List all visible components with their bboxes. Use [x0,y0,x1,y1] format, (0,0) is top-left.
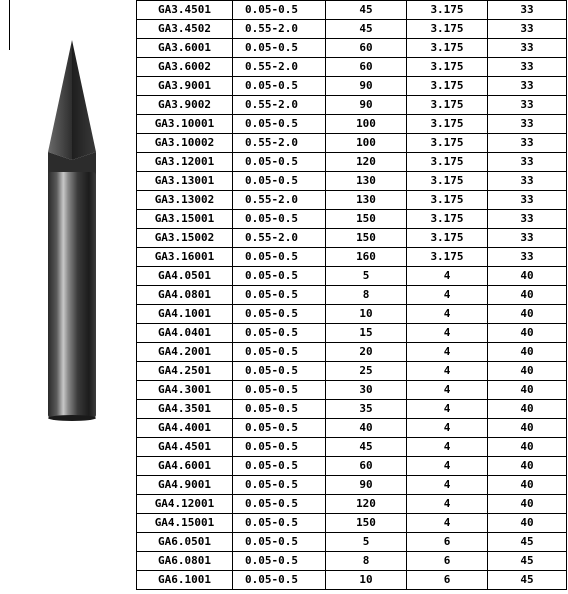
shank-diameter-cell: 3.175 [407,134,488,153]
table-row [137,172,567,191]
length-cell: 40 [488,476,567,495]
angle-cell: 100 [326,115,407,134]
model-cell: GA4.2001 [137,343,233,362]
shank-diameter-cell: 3.175 [407,20,488,39]
length-cell: 33 [488,96,567,115]
model-cell: GA3.15001 [137,210,233,229]
shank-diameter-cell: 4 [407,476,488,495]
length-cell: 33 [488,39,567,58]
model-cell: GA4.0801 [137,286,233,305]
model-cell: GA3.9001 [137,77,233,96]
shank-diameter-cell: 6 [407,571,488,590]
shank-diameter-cell: 4 [407,362,488,381]
tip-width-cell: 0.05-0.5 [233,419,326,438]
length-cell: 33 [488,20,567,39]
table-row [137,248,567,267]
shank-diameter-cell: 6 [407,552,488,571]
length-cell: 40 [488,495,567,514]
length-cell: 33 [488,153,567,172]
angle-cell: 10 [326,571,407,590]
angle-cell: 45 [326,20,407,39]
table-row [137,381,567,400]
shank-diameter-cell: 3.175 [407,77,488,96]
shank-diameter-cell: 3.175 [407,1,488,20]
angle-cell: 30 [326,381,407,400]
table-row [137,362,567,381]
tip-width-cell: 0.05-0.5 [233,324,326,343]
length-cell: 40 [488,324,567,343]
angle-cell: 45 [326,438,407,457]
table-row [137,343,567,362]
tip-width-cell: 0.05-0.5 [233,267,326,286]
model-cell: GA3.9002 [137,96,233,115]
shank-diameter-cell: 4 [407,267,488,286]
length-cell: 33 [488,115,567,134]
angle-cell: 8 [326,286,407,305]
table-row [137,267,567,286]
table-row [137,286,567,305]
tip-width-cell: 0.05-0.5 [233,381,326,400]
angle-cell: 40 [326,419,407,438]
model-cell: GA4.0401 [137,324,233,343]
length-cell: 33 [488,210,567,229]
angle-cell: 15 [326,324,407,343]
model-cell: GA4.12001 [137,495,233,514]
angle-cell: 150 [326,514,407,533]
shank-diameter-cell: 4 [407,457,488,476]
angle-cell: 60 [326,58,407,77]
model-cell: GA4.4001 [137,419,233,438]
shank-diameter-cell: 4 [407,400,488,419]
table-row [137,514,567,533]
table-row [137,20,567,39]
angle-cell: 130 [326,191,407,210]
shank-diameter-cell: 3.175 [407,96,488,115]
shank-diameter-cell: 3.175 [407,39,488,58]
shank-diameter-cell: 4 [407,324,488,343]
model-cell: GA3.4501 [137,1,233,20]
shank-diameter-cell: 4 [407,343,488,362]
angle-cell: 60 [326,39,407,58]
table-row [137,457,567,476]
length-cell: 40 [488,343,567,362]
model-cell: GA6.0501 [137,533,233,552]
shank-diameter-cell: 3.175 [407,191,488,210]
table-row [137,552,567,571]
table-row [137,115,567,134]
angle-cell: 90 [326,96,407,115]
tip-width-cell: 0.05-0.5 [233,77,326,96]
shank-diameter-cell: 3.175 [407,115,488,134]
table-row [137,77,567,96]
shank-diameter-cell: 3.175 [407,248,488,267]
tip-width-cell: 0.05-0.5 [233,533,326,552]
angle-cell: 90 [326,476,407,495]
table-row [137,58,567,77]
angle-cell: 5 [326,267,407,286]
angle-cell: 60 [326,457,407,476]
tip-width-cell: 0.05-0.5 [233,286,326,305]
shank-diameter-cell: 3.175 [407,172,488,191]
table-row [137,533,567,552]
shank-diameter-cell: 3.175 [407,229,488,248]
model-cell: GA3.16001 [137,248,233,267]
table-row [137,571,567,590]
table-row [137,419,567,438]
angle-cell: 100 [326,134,407,153]
length-cell: 33 [488,229,567,248]
length-cell: 40 [488,457,567,476]
model-cell: GA3.6002 [137,58,233,77]
shank-diameter-cell: 4 [407,305,488,324]
model-cell: GA4.0501 [137,267,233,286]
tip-width-cell: 0.05-0.5 [233,153,326,172]
table-row [137,1,567,20]
length-cell: 45 [488,552,567,571]
length-cell: 33 [488,1,567,20]
model-cell: GA4.2501 [137,362,233,381]
model-cell: GA4.15001 [137,514,233,533]
tip-width-cell: 0.05-0.5 [233,305,326,324]
length-cell: 40 [488,267,567,286]
tip-width-cell: 0.05-0.5 [233,476,326,495]
angle-cell: 120 [326,495,407,514]
length-cell: 33 [488,172,567,191]
model-cell: GA4.3501 [137,400,233,419]
length-cell: 45 [488,571,567,590]
tip-width-cell: 0.05-0.5 [233,1,326,20]
length-cell: 40 [488,400,567,419]
table-row [137,229,567,248]
table-row [137,400,567,419]
length-cell: 33 [488,248,567,267]
tip-width-cell: 0.55-2.0 [233,134,326,153]
table-row [137,191,567,210]
angle-cell: 10 [326,305,407,324]
table-row [137,134,567,153]
table-row [137,495,567,514]
model-cell: GA3.10001 [137,115,233,134]
angle-cell: 35 [326,400,407,419]
model-cell: GA6.0801 [137,552,233,571]
table-row [137,39,567,58]
table-row [137,305,567,324]
tip-width-cell: 0.05-0.5 [233,115,326,134]
tip-width-cell: 0.05-0.5 [233,514,326,533]
tip-width-cell: 0.55-2.0 [233,20,326,39]
length-cell: 33 [488,134,567,153]
length-cell: 33 [488,191,567,210]
table-row [137,438,567,457]
angle-cell: 20 [326,343,407,362]
length-cell: 40 [488,305,567,324]
model-cell: GA4.1001 [137,305,233,324]
table-row [137,324,567,343]
length-cell: 40 [488,514,567,533]
angle-cell: 5 [326,533,407,552]
shank-diameter-cell: 4 [407,419,488,438]
length-cell: 40 [488,286,567,305]
model-cell: GA3.13002 [137,191,233,210]
angle-cell: 130 [326,172,407,191]
tip-width-cell: 0.05-0.5 [233,248,326,267]
table-row [137,210,567,229]
tip-width-cell: 0.05-0.5 [233,495,326,514]
length-cell: 40 [488,381,567,400]
shank-diameter-cell: 6 [407,533,488,552]
specification-table [136,0,567,590]
model-cell: GA3.13001 [137,172,233,191]
model-cell: GA4.3001 [137,381,233,400]
shank-diameter-cell: 4 [407,438,488,457]
model-cell: GA3.4502 [137,20,233,39]
model-cell: GA6.1001 [137,571,233,590]
angle-cell: 90 [326,77,407,96]
length-cell: 33 [488,77,567,96]
model-cell: GA3.10002 [137,134,233,153]
model-cell: GA3.15002 [137,229,233,248]
v-bit-icon [0,0,137,590]
shank-diameter-cell: 3.175 [407,58,488,77]
length-cell: 40 [488,362,567,381]
shank-diameter-cell: 4 [407,286,488,305]
angle-cell: 150 [326,210,407,229]
tip-width-cell: 0.55-2.0 [233,191,326,210]
angle-cell: 45 [326,1,407,20]
table-row [137,476,567,495]
angle-cell: 160 [326,248,407,267]
angle-cell: 150 [326,229,407,248]
length-cell: 33 [488,58,567,77]
shank-diameter-cell: 4 [407,514,488,533]
length-cell: 40 [488,438,567,457]
tip-width-cell: 0.55-2.0 [233,58,326,77]
model-cell: GA4.6001 [137,457,233,476]
tip-width-cell: 0.05-0.5 [233,571,326,590]
tip-width-cell: 0.05-0.5 [233,362,326,381]
model-cell: GA3.12001 [137,153,233,172]
angle-cell: 120 [326,153,407,172]
model-cell: GA4.9001 [137,476,233,495]
divider-line [9,0,10,50]
tip-width-cell: 0.05-0.5 [233,39,326,58]
tip-width-cell: 0.05-0.5 [233,343,326,362]
shank-diameter-cell: 3.175 [407,210,488,229]
length-cell: 40 [488,419,567,438]
table-row [137,153,567,172]
shank-diameter-cell: 4 [407,381,488,400]
shank-diameter-cell: 3.175 [407,153,488,172]
tip-width-cell: 0.05-0.5 [233,172,326,191]
tip-width-cell: 0.55-2.0 [233,96,326,115]
tip-width-cell: 0.55-2.0 [233,229,326,248]
tip-width-cell: 0.05-0.5 [233,552,326,571]
model-cell: GA4.4501 [137,438,233,457]
length-cell: 45 [488,533,567,552]
tip-width-cell: 0.05-0.5 [233,400,326,419]
angle-cell: 25 [326,362,407,381]
tip-width-cell: 0.05-0.5 [233,210,326,229]
tip-width-cell: 0.05-0.5 [233,457,326,476]
shank-diameter-cell: 4 [407,495,488,514]
angle-cell: 8 [326,552,407,571]
model-cell: GA3.6001 [137,39,233,58]
table-row [137,96,567,115]
engraving-bit-image [0,0,137,590]
tip-width-cell: 0.05-0.5 [233,438,326,457]
